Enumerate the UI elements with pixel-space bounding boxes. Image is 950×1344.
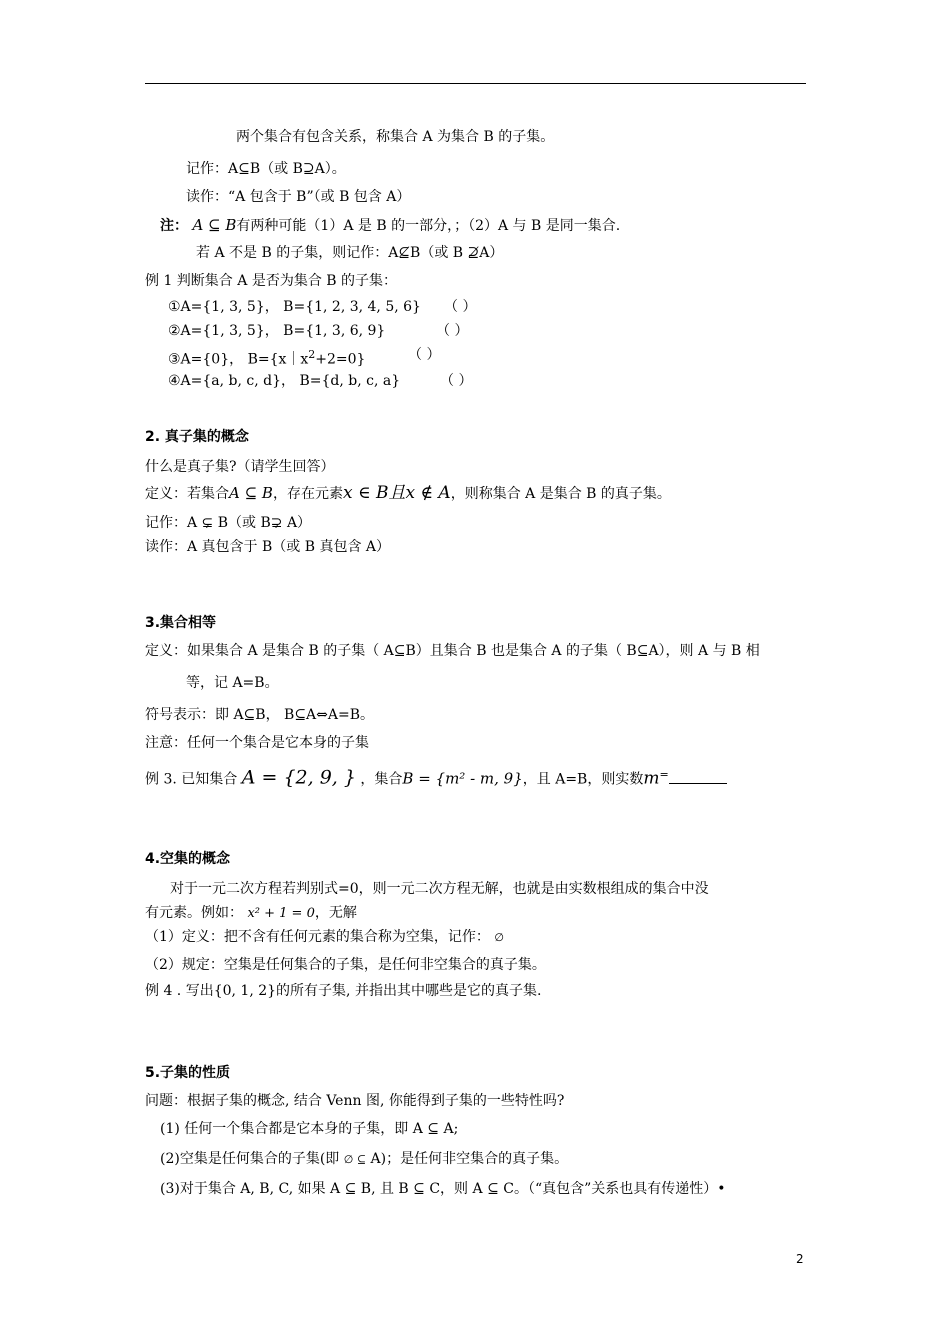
example1-answer-3: （ ） — [408, 347, 441, 363]
equality-note: 注意：任何一个集合是它本身的子集 — [145, 735, 369, 751]
proper-subset-reading: 读作：A 真包含于 B（或 B 真包含 A） — [145, 539, 391, 555]
empty-set-definition — [145, 928, 504, 947]
example3-variable: m — [643, 768, 660, 789]
definition-math: A ⊆ B — [229, 484, 273, 502]
example3-text: ，且 A=B，则实数 — [522, 771, 644, 788]
section4-heading: 4.空集的概念 — [145, 851, 231, 867]
empty-set-paragraph-line1: 对于一元二次方程若判别式=0，则一元二次方程无解，也就是由实数根组成的集合中没 — [170, 881, 709, 897]
subset-reading: 读作：“A 包含于 B”（或 B 包含 A） — [186, 189, 411, 205]
definition-text: ，存在元素 — [272, 486, 343, 502]
example1-item-text: ③A={0}， B={x｜x — [168, 351, 309, 368]
example4: 例 4 . 写出{0, 1, 2}的所有子集, 并指出其中哪些是它的真子集. — [145, 983, 542, 999]
equality-symbol: 符号表示：即 A⊆B， B⊆A⇔A=B。 — [145, 707, 375, 723]
example1-item-3 — [168, 346, 365, 369]
example1-answer-2: （ ） — [436, 323, 469, 339]
superscript: 2 — [308, 348, 316, 361]
subset-note — [160, 216, 620, 235]
section2-heading: 2. 真子集的概念 — [145, 429, 249, 445]
not-subset-notation: 若 A 不是 B 的子集，则记作：A⊈B（或 B ⊉A） — [196, 245, 504, 261]
proper-subset-notation: 记作：A ⊊ B（或 B⊋ A） — [145, 515, 312, 531]
equality-definition-line2: 等，记 A=B。 — [186, 675, 279, 691]
example1-item-text: +2=0} — [315, 351, 366, 368]
answer-blank — [669, 771, 727, 784]
header-rule — [145, 83, 806, 84]
empty-set-symbol: ∅ — [494, 931, 504, 944]
paragraph-text: 有元素。例如： — [145, 905, 243, 921]
section2-question: 什么是真子集?（请学生回答） — [145, 459, 335, 475]
property-2 — [160, 1150, 568, 1169]
page-number: 2 — [796, 1252, 804, 1266]
example3-set-a: A = {2, 9, } — [241, 766, 356, 789]
property-text: (2)空集是任何集合的子集(即 — [160, 1151, 340, 1167]
example1-item-text: ④A={a, b, c, d}， B={d, b, c, a} — [168, 373, 401, 389]
example1-answer-4: （ ） — [440, 373, 473, 389]
property-text: A)；是任何非空集合的真子集。 — [370, 1151, 569, 1167]
subset-definition: 两个集合有包含关系，称集合 A 为集合 B 的子集。 — [236, 129, 555, 145]
empty-set-rule: （2）规定：空集是任何集合的子集，是任何非空集合的真子集。 — [145, 957, 546, 973]
example3-text: ，集合 — [360, 771, 403, 788]
paragraph-math: x² + 1 = 0 — [247, 906, 315, 921]
note-text: 有两种可能（1）A 是 B 的一部分，；（2）A 与 B 是同一集合. — [236, 218, 621, 234]
section5-heading: 5.子集的性质 — [145, 1065, 231, 1081]
example1-item-2 — [168, 322, 385, 340]
property-1: (1) 任何一个集合都是它本身的子集，即 A ⊆ A; — [160, 1121, 459, 1137]
definition-text: 定义：若集合 — [145, 486, 229, 502]
section5-question: 问题：根据子集的概念, 结合 Venn 图, 你能得到子集的一些特性吗? — [145, 1093, 565, 1109]
property-math: ∅ ⊆ — [343, 1153, 367, 1166]
example1-item-4 — [168, 372, 400, 390]
subset-notation: 记作：A⊆B（或 B⊇A）。 — [186, 161, 346, 177]
example3-text: 例 3. 已知集合 — [145, 771, 238, 788]
example1-item-1 — [168, 298, 421, 316]
example1-title: 例 1 判断集合 A 是否为集合 B 的子集： — [145, 273, 398, 289]
property-3: (3)对于集合 A, B, C, 如果 A ⊆ B, 且 B ⊆ C，则 A ⊆ C。（“真包含”关系也具有传递性）• — [160, 1181, 726, 1197]
definition-math: x ∈ B且x ∉ A — [342, 483, 451, 503]
example3 — [145, 766, 727, 789]
definition-text: ，则称集合 A 是集合 B 的真子集。 — [450, 486, 671, 502]
equality-definition-line1: 定义：如果集合 A 是集合 B 的子集（ A⊆B）且集合 B 也是集合 A 的子集（ B⊆A），则 A 与 B 相 — [145, 643, 760, 659]
section3-heading: 3.集合相等 — [145, 615, 217, 631]
note-math: A ⊆ B — [192, 216, 237, 234]
paragraph-text: ，无解 — [314, 905, 357, 921]
definition-text: （1）定义：把不含有任何元素的集合称为空集，记作： — [145, 929, 490, 945]
example3-set-b: B = {m² - m, 9} — [402, 769, 523, 788]
proper-subset-definition — [145, 484, 671, 503]
example3-equals: = — [659, 768, 669, 781]
example1-item-text: ②A={1, 3, 5}， B={1, 3, 6, 9} — [168, 323, 386, 339]
example1-item-text: ①A={1, 3, 5}， B={1, 2, 3, 4, 5, 6} — [168, 299, 421, 315]
note-label: 注： — [160, 218, 188, 234]
example1-answer-1: （ ） — [444, 299, 477, 315]
empty-set-paragraph-line2 — [145, 904, 357, 923]
